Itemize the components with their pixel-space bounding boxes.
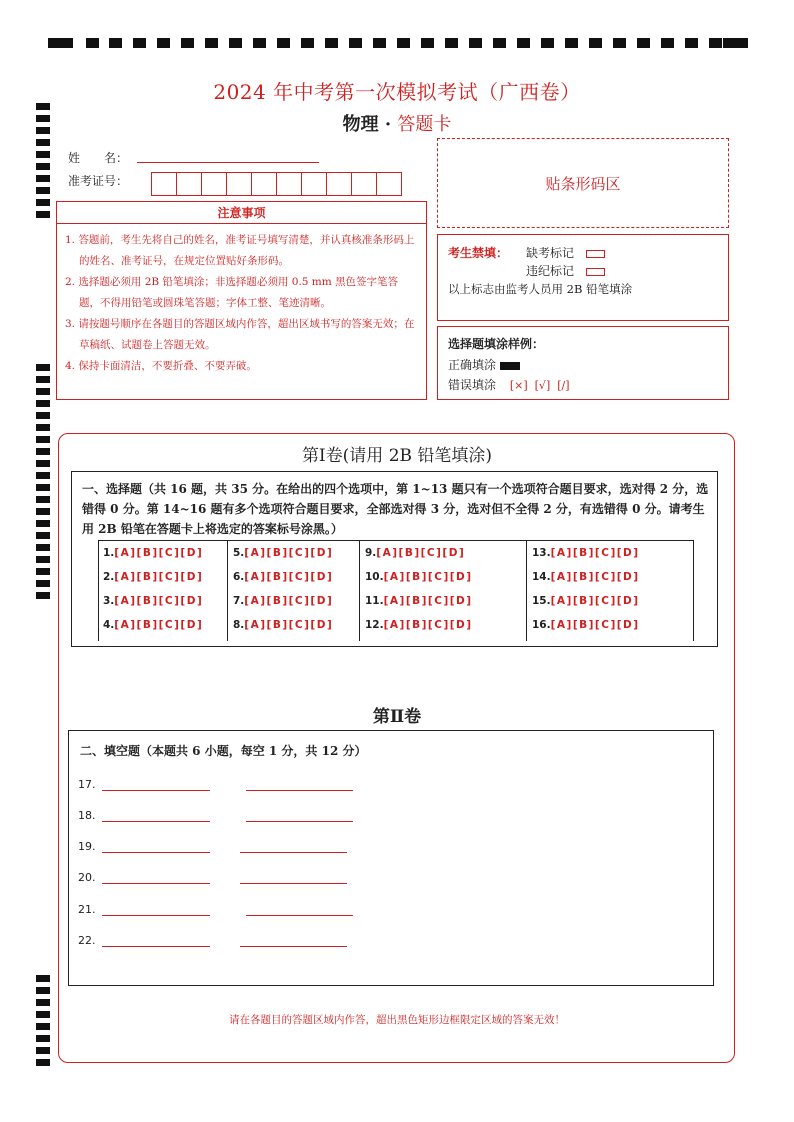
question-number: 3.: [103, 595, 115, 607]
answer-options[interactable]: [A][B][C][D]: [114, 547, 204, 559]
notice-item: 1. 答题前，考生先将自己的姓名，准考证号填写清楚，并认真核准条形码上的姓名、准考证号，在规定位置贴好条形码。: [65, 234, 415, 267]
exam-id-digit-box[interactable]: [276, 172, 302, 196]
exam-title: 2024 年中考第一次模拟考试（广西卷）: [213, 80, 581, 104]
violation-mark-label: 违纪标记: [526, 264, 575, 278]
timing-mark: [109, 38, 122, 48]
exam-id-digit-box[interactable]: [301, 172, 327, 196]
timing-mark: [36, 987, 50, 994]
fill-blank-section-title: 二、填空题（本题共 6 小题，每空 1 分，共 12 分）: [80, 744, 367, 758]
timing-mark: [36, 472, 50, 479]
timing-mark: [181, 38, 194, 48]
timing-mark: [36, 424, 50, 431]
fill-sample-box: [437, 326, 729, 400]
timing-mark: [36, 400, 50, 407]
prohibited-note: 以上标志由监考人员用 2B 铅笔填涂: [448, 282, 633, 296]
mc-question[interactable]: [103, 571, 203, 583]
fill-blank-answer-line[interactable]: [102, 852, 210, 853]
correct-fill-label: 正确填涂: [448, 358, 497, 372]
timing-mark: [36, 496, 50, 503]
timing-mark: [397, 38, 410, 48]
timing-mark: [36, 187, 50, 194]
exam-id-digit-box[interactable]: [226, 172, 252, 196]
absent-mark-row: [526, 244, 605, 261]
notice-heading: 注意事项: [57, 202, 426, 224]
fill-blank-number: 17.: [78, 778, 96, 791]
mc-question[interactable]: [365, 619, 473, 631]
answer-options[interactable]: [A][B][C][D]: [383, 595, 473, 607]
answer-options[interactable]: [A][B][C][D]: [244, 619, 334, 631]
notice-box: [56, 201, 427, 400]
notice-item: 4. 保持卡面清洁，不要折叠、不要弄破。: [65, 360, 257, 372]
timing-mark: [661, 38, 674, 48]
mc-question[interactable]: [365, 547, 465, 559]
mc-section-description: 一、选择题（共 16 题，共 35 分。在给出的四个选项中，第 1~13 题只有一个选项符合题目要求，选对得 2 分，选错得 0 分。第 14~16 题有多个选项符合题目要求，全部选对得 3 分，选对但不全得 2 分，有选错得 0 分。请考生用 2B 铅笔在答题卡上将选定的答案标号涂黑。）: [82, 482, 709, 536]
card-label: 答题卡: [397, 114, 452, 135]
exam-id-digit-box[interactable]: [176, 172, 202, 196]
question-number: 9.: [365, 547, 377, 559]
timing-mark: [48, 38, 73, 48]
question-number: 13.: [532, 547, 551, 559]
question-number: 11.: [365, 595, 384, 607]
timing-mark: [36, 163, 50, 170]
barcode-area-label: 贴条形码区: [545, 174, 621, 193]
mc-question[interactable]: [233, 547, 333, 559]
answer-options[interactable]: [A][B][C][D]: [114, 619, 204, 631]
subject-name: 物理: [342, 114, 379, 135]
timing-mark: [36, 364, 50, 371]
mc-question[interactable]: [365, 595, 473, 607]
correct-fill-row: [448, 356, 520, 373]
footer-warning: 请在各题目的答题区域内作答，超出黑色矩形边框限定区域的答案无效！: [229, 1014, 565, 1026]
fill-blank-number: 22.: [78, 934, 96, 947]
timing-mark: [685, 38, 698, 48]
question-number: 6.: [233, 571, 245, 583]
timing-mark: [349, 38, 362, 48]
timing-mark: [36, 199, 50, 206]
question-number: 1.: [103, 547, 115, 559]
timing-mark: [36, 556, 50, 563]
fill-blank-answer-line[interactable]: [102, 883, 210, 884]
timing-mark: [36, 592, 50, 599]
mc-question[interactable]: [103, 619, 203, 631]
timing-mark: [133, 38, 146, 48]
fill-blank-answer-line[interactable]: [246, 790, 353, 791]
timing-mark: [36, 1035, 50, 1042]
timing-mark: [517, 38, 530, 48]
timing-mark: [36, 520, 50, 527]
timing-mark: [36, 151, 50, 158]
exam-id-digit-box[interactable]: [326, 172, 352, 196]
timing-mark: [469, 38, 482, 48]
exam-id-digit-box[interactable]: [351, 172, 377, 196]
mc-answer-grid: [98, 540, 694, 640]
correct-fill-sample: [500, 362, 520, 370]
timing-mark: [229, 38, 242, 48]
question-number: 2.: [103, 571, 115, 583]
timing-mark: [86, 38, 99, 48]
timing-mark: [421, 38, 434, 48]
exam-id-boxes[interactable]: [152, 172, 402, 196]
fill-blank-number: 18.: [78, 809, 96, 822]
exam-id-digit-box[interactable]: [151, 172, 177, 196]
timing-mark: [205, 38, 218, 48]
timing-mark: [36, 139, 50, 146]
exam-id-digit-box[interactable]: [251, 172, 277, 196]
mc-question[interactable]: [532, 571, 640, 583]
timing-mark: [277, 38, 290, 48]
timing-mark: [36, 412, 50, 419]
answer-options[interactable]: [A][B][C][D]: [550, 619, 640, 631]
answer-options[interactable]: [A][B][C][D]: [550, 547, 640, 559]
timing-mark: [709, 38, 722, 48]
wrong-fill-label: 错误填涂: [448, 378, 497, 392]
answer-options[interactable]: [A][B][C][D]: [550, 595, 640, 607]
fill-blank-answer-line[interactable]: [102, 946, 210, 947]
answer-options[interactable]: [A][B][C][D]: [244, 595, 334, 607]
timing-mark: [36, 1047, 50, 1054]
fill-sample-title: 选择题填涂样例：: [448, 337, 545, 351]
timing-mark: [36, 508, 50, 515]
timing-mark: [493, 38, 506, 48]
fill-blank-answer-line[interactable]: [102, 915, 210, 916]
wrong-fill-row: [448, 376, 570, 393]
answer-options[interactable]: [A][B][C][D]: [550, 571, 640, 583]
question-number: 15.: [532, 595, 551, 607]
fill-blank-answer-line[interactable]: [102, 790, 210, 791]
card-subtitle: [0, 110, 794, 136]
exam-id-label: 准考证号：: [68, 174, 129, 188]
fill-blank-answer-line[interactable]: [240, 946, 347, 947]
mc-question[interactable]: [233, 595, 333, 607]
mc-question[interactable]: [233, 619, 333, 631]
timing-mark: [36, 388, 50, 395]
timing-mark: [589, 38, 602, 48]
question-number: 12.: [365, 619, 384, 631]
timing-mark: [36, 544, 50, 551]
answer-options[interactable]: [A][B][C][D]: [376, 547, 466, 559]
fill-blank-answer-line[interactable]: [246, 915, 353, 916]
answer-options[interactable]: [A][B][C][D]: [244, 547, 334, 559]
timing-mark: [36, 580, 50, 587]
mc-question[interactable]: [365, 571, 473, 583]
barcode-area: [437, 138, 729, 228]
answer-options[interactable]: [A][B][C][D]: [383, 619, 473, 631]
timing-mark: [445, 38, 458, 48]
part1-title: 第Ⅰ卷(请用 2B 铅笔填涂): [301, 446, 493, 466]
notice-item: 3. 请按题号顺序在各题目的答题区域内作答，超出区域书写的答案无效；在草稿纸、试题卷上答题无效。: [65, 318, 415, 351]
question-number: 5.: [233, 547, 245, 559]
mc-question[interactable]: [103, 547, 203, 559]
question-number: 4.: [103, 619, 115, 631]
absent-mark-label: 缺考标记: [526, 246, 575, 260]
fill-blank-box: [68, 730, 714, 986]
timing-mark: [36, 532, 50, 539]
violation-mark-box[interactable]: [586, 268, 605, 276]
timing-mark: [325, 38, 338, 48]
timing-mark: [36, 376, 50, 383]
question-number: 14.: [532, 571, 551, 583]
timing-mark: [36, 484, 50, 491]
part2-title: 第Ⅱ卷: [372, 707, 422, 727]
mc-question[interactable]: [233, 571, 333, 583]
question-number: 7.: [233, 595, 245, 607]
mc-question[interactable]: [532, 547, 640, 559]
top-timing-marks: [48, 38, 748, 50]
fill-blank-answer-line[interactable]: [240, 883, 347, 884]
mc-question[interactable]: [103, 595, 203, 607]
timing-mark: [565, 38, 578, 48]
exam-id-digit-box[interactable]: [376, 172, 402, 196]
notice-list: [57, 224, 426, 377]
timing-mark: [36, 211, 50, 218]
fill-blank-number: 20.: [78, 871, 96, 884]
timing-mark: [36, 999, 50, 1006]
absent-mark-box[interactable]: [586, 250, 605, 258]
timing-mark: [36, 568, 50, 575]
timing-mark: [253, 38, 266, 48]
answer-options[interactable]: [A][B][C][D]: [383, 571, 473, 583]
timing-mark: [36, 975, 50, 982]
prohibited-label: 考生禁填：: [448, 246, 509, 260]
timing-mark: [157, 38, 170, 48]
timing-mark: [373, 38, 386, 48]
subtitle-separator: ·: [378, 114, 398, 135]
fill-blank-number: 21.: [78, 903, 96, 916]
fill-blank-number: 19.: [78, 840, 96, 853]
mc-question[interactable]: [532, 595, 640, 607]
fill-blank-answer-line[interactable]: [246, 821, 353, 822]
timing-mark: [613, 38, 626, 48]
question-number: 8.: [233, 619, 245, 631]
timing-mark: [36, 1059, 50, 1066]
question-number: 10.: [365, 571, 384, 583]
timing-mark: [723, 38, 748, 48]
notice-item: 2. 选择题必须用 2B 铅笔填涂；非选择题必须用 0.5 mm 黑色签字笔答题，不得用铅笔或圆珠笔答题；字体工整、笔迹清晰。: [65, 276, 399, 309]
name-label: 姓 名：: [68, 151, 129, 165]
exam-id-digit-box[interactable]: [201, 172, 227, 196]
answer-options[interactable]: [A][B][C][D]: [114, 595, 204, 607]
violation-mark-row: [526, 262, 605, 279]
answer-options[interactable]: [A][B][C][D]: [244, 571, 334, 583]
mc-question[interactable]: [532, 619, 640, 631]
fill-blank-answer-line[interactable]: [240, 852, 347, 853]
timing-mark: [301, 38, 314, 48]
prohibited-box: [437, 234, 729, 321]
side-timing-marks-middle: [36, 364, 50, 600]
name-field[interactable]: [137, 162, 319, 163]
timing-mark: [541, 38, 554, 48]
timing-mark: [36, 175, 50, 182]
answer-options[interactable]: [A][B][C][D]: [114, 571, 204, 583]
timing-mark: [637, 38, 650, 48]
question-number: 16.: [532, 619, 551, 631]
wrong-fill-samples: [×] [√] [/]: [509, 379, 570, 392]
fill-blank-answer-line[interactable]: [102, 821, 210, 822]
